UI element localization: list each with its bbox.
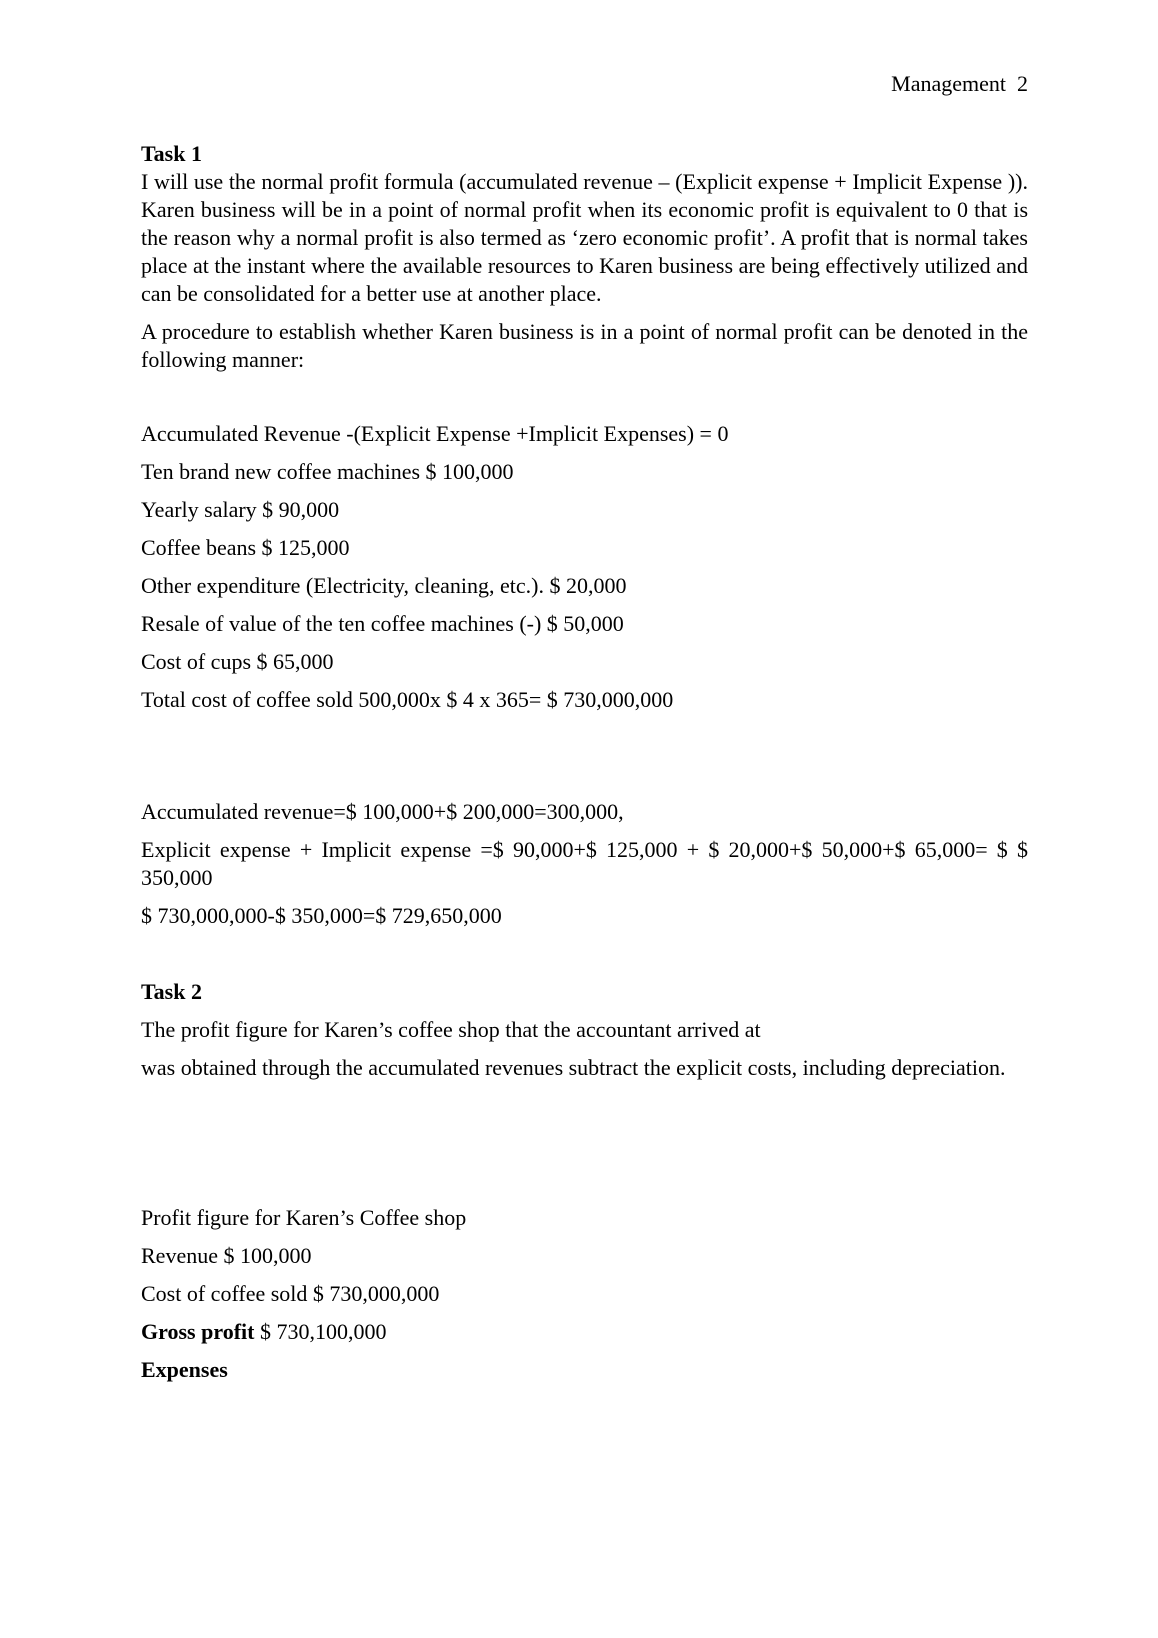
- running-head: Management 2: [891, 71, 1028, 96]
- statement-cost-of-coffee-sold: Cost of coffee sold $ 730,000,000: [141, 1281, 440, 1306]
- task1-heading: Task 1: [141, 141, 202, 166]
- list-item: Accumulated Revenue -(Explicit Expense +Implicit Expenses) = 0: [141, 421, 729, 446]
- list-item: Cost of cups $ 65,000: [141, 649, 334, 674]
- calculation-line: $ 730,000,000-$ 350,000=$ 729,650,000: [141, 903, 502, 928]
- statement-revenue: Revenue $ 100,000: [141, 1243, 312, 1268]
- list-item: Total cost of coffee sold 500,000x $ 4 x 365= $ 730,000,000: [141, 687, 674, 712]
- gross-profit-label: Gross profit: [141, 1319, 255, 1344]
- list-item: Yearly salary $ 90,000: [141, 497, 340, 522]
- list-item: Coffee beans $ 125,000: [141, 535, 350, 560]
- task2-line-1: The profit figure for Karen’s coffee shop that the accountant arrived at: [141, 1017, 761, 1042]
- task2-line-2: was obtained through the accumulated revenues subtract the explicit costs, including depreciation.: [141, 1055, 1006, 1080]
- calculation-line: Accumulated revenue=$ 100,000+$ 200,000=300,000,: [141, 799, 624, 824]
- document-body: [141, 140, 1028, 1384]
- statement-expenses-label: Expenses: [141, 1357, 228, 1382]
- list-item: Other expenditure (Electricity, cleaning, etc.). $ 20,000: [141, 573, 627, 598]
- task2-heading: Task 2: [141, 979, 202, 1004]
- gross-profit-value: $ 730,100,000: [254, 1319, 387, 1344]
- list-item: Ten brand new coffee machines $ 100,000: [141, 459, 514, 484]
- task1-paragraph-1: I will use the normal profit formula (accumulated revenue – (Explicit expense + Implicit Expense )). Karen business will be in a point of normal profit when its economic profit is equivalent to 0 that is the reason why a normal profit is also termed as ‘zero economic profit’. A profit that is normal takes place at the instant where the available resources to Karen business are being effectively utilized and can be consolidated for a better use at another place.: [141, 169, 1028, 306]
- task1-paragraph-2: A procedure to establish whether Karen business is in a point of normal profit can be denoted in the following manner:: [141, 319, 1028, 372]
- statement-gross-profit: [141, 1318, 1028, 1346]
- calculation-line: Explicit expense + Implicit expense =$ 90,000+$ 125,000 + $ 20,000+$ 50,000+$ 65,000= $ $ 350,000: [141, 837, 1028, 890]
- list-item: Resale of value of the ten coffee machines (-) $ 50,000: [141, 611, 624, 636]
- statement-title: Profit figure for Karen’s Coffee shop: [141, 1205, 467, 1230]
